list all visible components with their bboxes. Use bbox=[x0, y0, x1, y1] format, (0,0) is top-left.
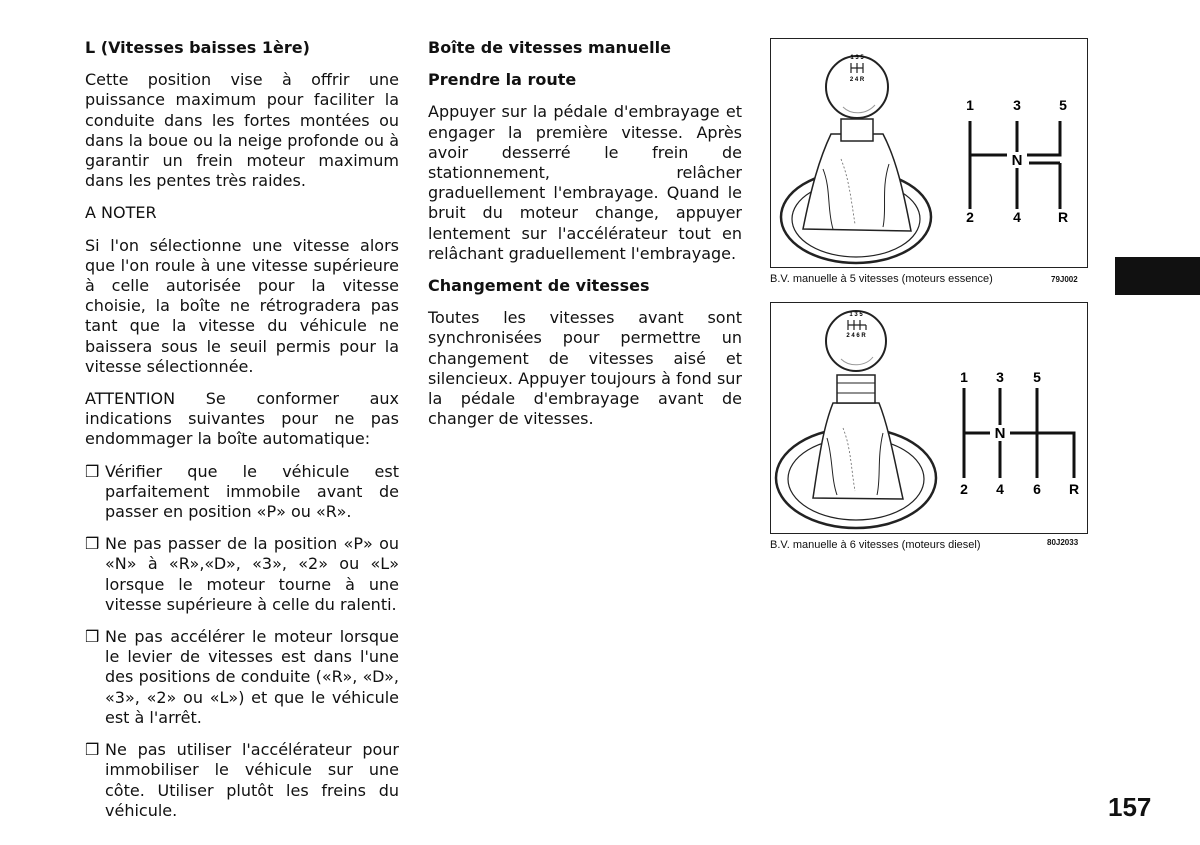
gear-label: 1 bbox=[960, 369, 968, 385]
knob-bottom-label: 2 4 6 R bbox=[846, 333, 866, 339]
warning-paragraph: ATTENTION Se conformer aux indications suivantes pour ne pas endommager la boîte automatique: bbox=[85, 389, 399, 449]
gear-label: 2 bbox=[966, 209, 974, 225]
paragraph: Si l'on sélectionne une vitesse alors que l'on roule à une vitesse supérieure à celle autorisée pour la vitesse choisie, la boîte ne rétrogradera pas tant que la vitesse du véhicule ne baissera sous le seuil permis pour la vitesse sélectionnée. bbox=[85, 235, 399, 376]
checkbox-bullet-icon: ❒ bbox=[85, 534, 100, 554]
list-item-text: Vérifier que le véhicule est parfaitement immobile avant de passer en position «P» ou «R». bbox=[105, 461, 399, 522]
gear-label: 2 bbox=[960, 481, 968, 497]
knob-bottom-label: 2 4 R bbox=[849, 77, 865, 83]
gear-label: 3 bbox=[996, 369, 1004, 385]
subheading-starting: Prendre la route bbox=[428, 70, 577, 90]
gear-lever-6-speed-illustration bbox=[771, 303, 1087, 533]
figure-caption: B.V. manuelle à 5 vitesses (moteurs essence) bbox=[770, 273, 993, 285]
figure-5-speed-gearbox bbox=[770, 38, 1088, 268]
section-tab-marker bbox=[1115, 257, 1200, 295]
neutral-label: N bbox=[994, 425, 1006, 442]
note-title: A NOTER bbox=[85, 203, 157, 223]
section-heading-manual-gearbox: Boîte de vitesses manuelle bbox=[428, 38, 671, 57]
gear-label: 4 bbox=[1013, 209, 1021, 225]
gear-label: 1 bbox=[966, 97, 974, 113]
list-item bbox=[85, 740, 399, 821]
list-item bbox=[85, 534, 399, 615]
knob-top-label: 1 3 5 bbox=[850, 55, 864, 61]
paragraph: Toutes les vitesses avant sont synchronisées pour permettre un changement de vitesses aisé et silencieux. Appuyer toujours à fond sur la pédale d'embrayage avant de changer de vitesses. bbox=[428, 308, 742, 429]
figure-caption: B.V. manuelle à 6 vitesses (moteurs diesel) bbox=[770, 539, 981, 551]
figure-6-speed-gearbox bbox=[770, 302, 1088, 534]
middle-column bbox=[428, 38, 742, 441]
page-number: 157 bbox=[1108, 792, 1152, 822]
gear-label: R bbox=[1057, 209, 1069, 225]
list-item bbox=[85, 462, 399, 523]
paragraph: Appuyer sur la pédale d'embrayage et engager la première vitesse. Après avoir desserré le frein de stationnement, relâcher graduellement l'embrayage. Quand le bruit du moteur change, appuyer lentement sur l'accélérateur tout en relâchant graduellement l'embrayage. bbox=[428, 102, 742, 263]
neutral-label: N bbox=[1011, 152, 1023, 169]
checkbox-bullet-icon: ❒ bbox=[85, 461, 100, 481]
list-item-text: Ne pas accélérer le moteur lorsque le levier de vitesses est dans l'une des positions de conduite («R», «D», «3», «2» ou «L») et que le véhicule est à l'arrêt. bbox=[105, 627, 399, 727]
left-column bbox=[85, 38, 399, 833]
checkbox-bullet-icon: ❒ bbox=[85, 627, 100, 647]
list-item-text: Ne pas passer de la position «P» ou «N» à «R»,«D», «3», «2» ou «L» lorsque le moteur tourne à une vitesse supérieure à celle du ralenti. bbox=[105, 534, 399, 614]
gear-lever-5-speed-illustration bbox=[771, 39, 1087, 267]
knob-top-label: 1 3 5 bbox=[849, 312, 863, 318]
figure-code: 80J2033 bbox=[1047, 538, 1079, 547]
section-heading-l: L (Vitesses baisses 1ère) bbox=[85, 38, 310, 57]
gear-label: 3 bbox=[1013, 97, 1021, 113]
checkbox-bullet-icon: ❒ bbox=[85, 740, 100, 760]
figure-code: 79J002 bbox=[1051, 275, 1078, 284]
list-item-text: Ne pas utiliser l'accélérateur pour immobiliser le véhicule sur une côte. Utiliser plutôt les freins du véhicule. bbox=[105, 740, 399, 820]
gear-label: 6 bbox=[1033, 481, 1041, 497]
subheading-gear-change: Changement de vitesses bbox=[428, 276, 650, 296]
list-item bbox=[85, 627, 399, 728]
gear-label: 4 bbox=[996, 481, 1004, 497]
paragraph: Cette position vise à offrir une puissance maximum pour faciliter la conduite dans les fortes montées ou dans la boue ou la neige profonde ou à garantir un frein moteur maximum dans les pentes très raides. bbox=[85, 70, 399, 191]
gear-label: 5 bbox=[1033, 369, 1041, 385]
gear-label: 5 bbox=[1059, 97, 1067, 113]
gear-label: R bbox=[1068, 481, 1080, 497]
